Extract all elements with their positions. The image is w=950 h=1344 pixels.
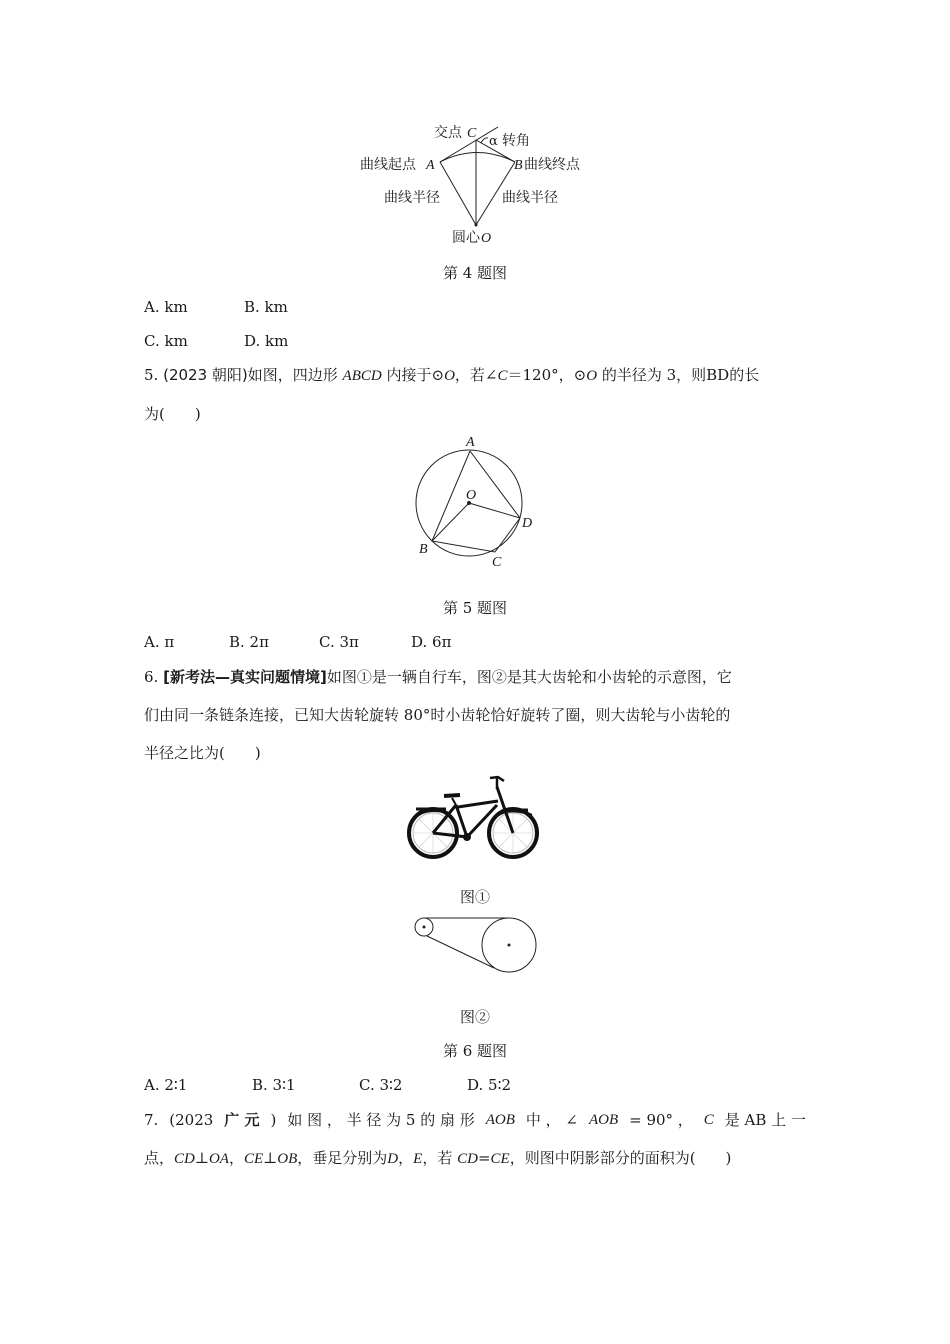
- q7-ce-2: CE: [490, 1151, 510, 1167]
- q6-option-d[interactable]: D. 5∶2: [467, 1076, 512, 1094]
- q7-d: D: [387, 1151, 399, 1167]
- q5-label-c: C: [492, 555, 502, 570]
- q4-label-turn-angle: 转角: [502, 133, 530, 149]
- q5-o2: O: [586, 368, 598, 384]
- q4-option-a[interactable]: A. km: [144, 298, 188, 316]
- q4-label-a: A: [426, 158, 435, 173]
- q6-option-a[interactable]: A. 2∶1: [144, 1076, 188, 1094]
- q5-label-b: B: [419, 542, 428, 557]
- q7-source-open: (2023: [169, 1111, 214, 1129]
- q5-options: [144, 632, 451, 652]
- q4-label-b: B: [514, 158, 523, 173]
- q5-source: [163, 366, 248, 384]
- q4-figure: [350, 115, 610, 250]
- q5-abcd: ABCD: [342, 368, 382, 384]
- q4-caption: 第 4 题图: [442, 264, 508, 282]
- q7-line-1d: 是 AB 上 一: [724, 1111, 806, 1129]
- q6-option-c[interactable]: C. 3∶2: [359, 1076, 403, 1094]
- q5-label-d: D: [522, 516, 533, 531]
- q7-cd-1: CD: [174, 1151, 195, 1167]
- q7-cd-2: CD: [457, 1151, 478, 1167]
- q4-label-center: 圆心: [452, 230, 480, 246]
- q7-stem-line-2: [144, 1148, 731, 1169]
- q4-label-alpha: α: [489, 134, 498, 149]
- q5-source-text: (2023 朝阳): [163, 366, 248, 384]
- q6-caption: 第 6 题图: [442, 1042, 508, 1060]
- q5-c: C: [497, 368, 508, 384]
- q5-caption: 第 5 题图: [442, 599, 508, 617]
- q7-stem-line-1: [144, 1110, 806, 1130]
- q4-options-row-1: [144, 297, 288, 317]
- q5-number: 5.: [144, 366, 159, 384]
- q4-option-d[interactable]: D. km: [244, 332, 289, 350]
- q4-options-row-2: [144, 331, 288, 351]
- q4-option-c[interactable]: C. km: [144, 332, 188, 350]
- q7-line-1a: 如 图 ， 半 径 为 5 的 扇 形: [287, 1111, 475, 1129]
- q7-oa: OA: [208, 1151, 229, 1167]
- q7-comma-2: ，: [398, 1149, 414, 1167]
- q5-option-c[interactable]: C. 3π: [319, 633, 359, 651]
- q6-fig2-caption: 图②: [459, 1008, 490, 1026]
- q5-figure: [400, 430, 560, 580]
- q7-line-2a: 点，: [144, 1149, 175, 1167]
- gear-chain-figure: [400, 905, 560, 985]
- q6-stem-line-3: 半径之比为( ): [144, 744, 261, 762]
- q7-line-2b: ，垂足分别为: [297, 1149, 388, 1167]
- q4-label-curve-end: 曲线终点: [524, 157, 580, 173]
- q7-line-1c: = 90° ，: [629, 1111, 693, 1129]
- q4-label-radius-left: 曲线半径: [384, 190, 440, 206]
- q6-options: [144, 1075, 511, 1095]
- q4-label-c: C: [467, 126, 477, 141]
- q6-stem-line-2: 们由同一条链条连接，已知大齿轮旋转 80°时小齿轮恰好旋转了圈，则大齿轮与小齿轮的: [144, 706, 731, 724]
- q5-stem-line-2: 为( ): [144, 405, 201, 423]
- q7-perp-1: ⊥: [194, 1149, 209, 1167]
- q4-option-b[interactable]: B. km: [244, 298, 288, 316]
- q7-eq: =: [477, 1149, 491, 1167]
- q6-tag: [新考法—真实问题情境]: [163, 668, 327, 686]
- q5-option-b[interactable]: B. 2π: [229, 633, 269, 651]
- q7-line-1b: 中 ， ∠: [525, 1111, 578, 1129]
- q6-stem-line-1: [144, 667, 732, 687]
- q7-c: C: [703, 1112, 714, 1128]
- q7-ce-1: CE: [243, 1151, 264, 1167]
- q6-option-b[interactable]: B. 3∶1: [252, 1076, 296, 1094]
- q6-fig1-caption: 图①: [459, 888, 490, 906]
- q5-label-a: A: [466, 435, 475, 450]
- q4-label-o: O: [481, 231, 492, 246]
- q7-e: E: [413, 1151, 423, 1167]
- bicycle-image: [400, 765, 560, 865]
- q5-text-4: ＝120°，⊙: [507, 366, 587, 384]
- q4-label-intersection: 交点: [434, 125, 462, 141]
- q5-option-a[interactable]: A. π: [144, 633, 175, 651]
- q7-source-close: ): [270, 1111, 277, 1129]
- q7-ob: OB: [277, 1151, 298, 1167]
- q5-option-d[interactable]: D. 6π: [411, 633, 452, 651]
- q7-comma-1: ，: [228, 1149, 244, 1167]
- q7-aob-1: AOB: [485, 1112, 515, 1128]
- q7-line-2c: ，若: [422, 1149, 453, 1167]
- q7-number: 7.: [144, 1111, 159, 1129]
- q5-text-3: ，若∠: [454, 366, 498, 384]
- q4-label-curve-start: 曲线起点: [360, 157, 416, 173]
- q5-text-1: 如图，四边形: [247, 366, 338, 384]
- q7-source-name: 广 元: [224, 1111, 260, 1129]
- q5-o1: O: [444, 368, 455, 384]
- q6-line-1: 如图①是一辆自行车，图②是其大齿轮和小齿轮的示意图，它: [326, 668, 732, 686]
- q5-stem-line-1: [144, 365, 759, 386]
- q7-line-2d: ，则图中阴影部分的面积为( ): [509, 1149, 732, 1167]
- q5-text-2: 内接于⊙: [386, 366, 445, 384]
- q7-perp-2: ⊥: [263, 1149, 278, 1167]
- q5-label-o: O: [466, 488, 477, 503]
- q5-text-5: 的半径为 3，则BD的长: [601, 366, 760, 384]
- q6-number: 6.: [144, 668, 159, 686]
- q4-label-radius-right: 曲线半径: [502, 190, 558, 206]
- q7-aob-2: AOB: [588, 1112, 619, 1128]
